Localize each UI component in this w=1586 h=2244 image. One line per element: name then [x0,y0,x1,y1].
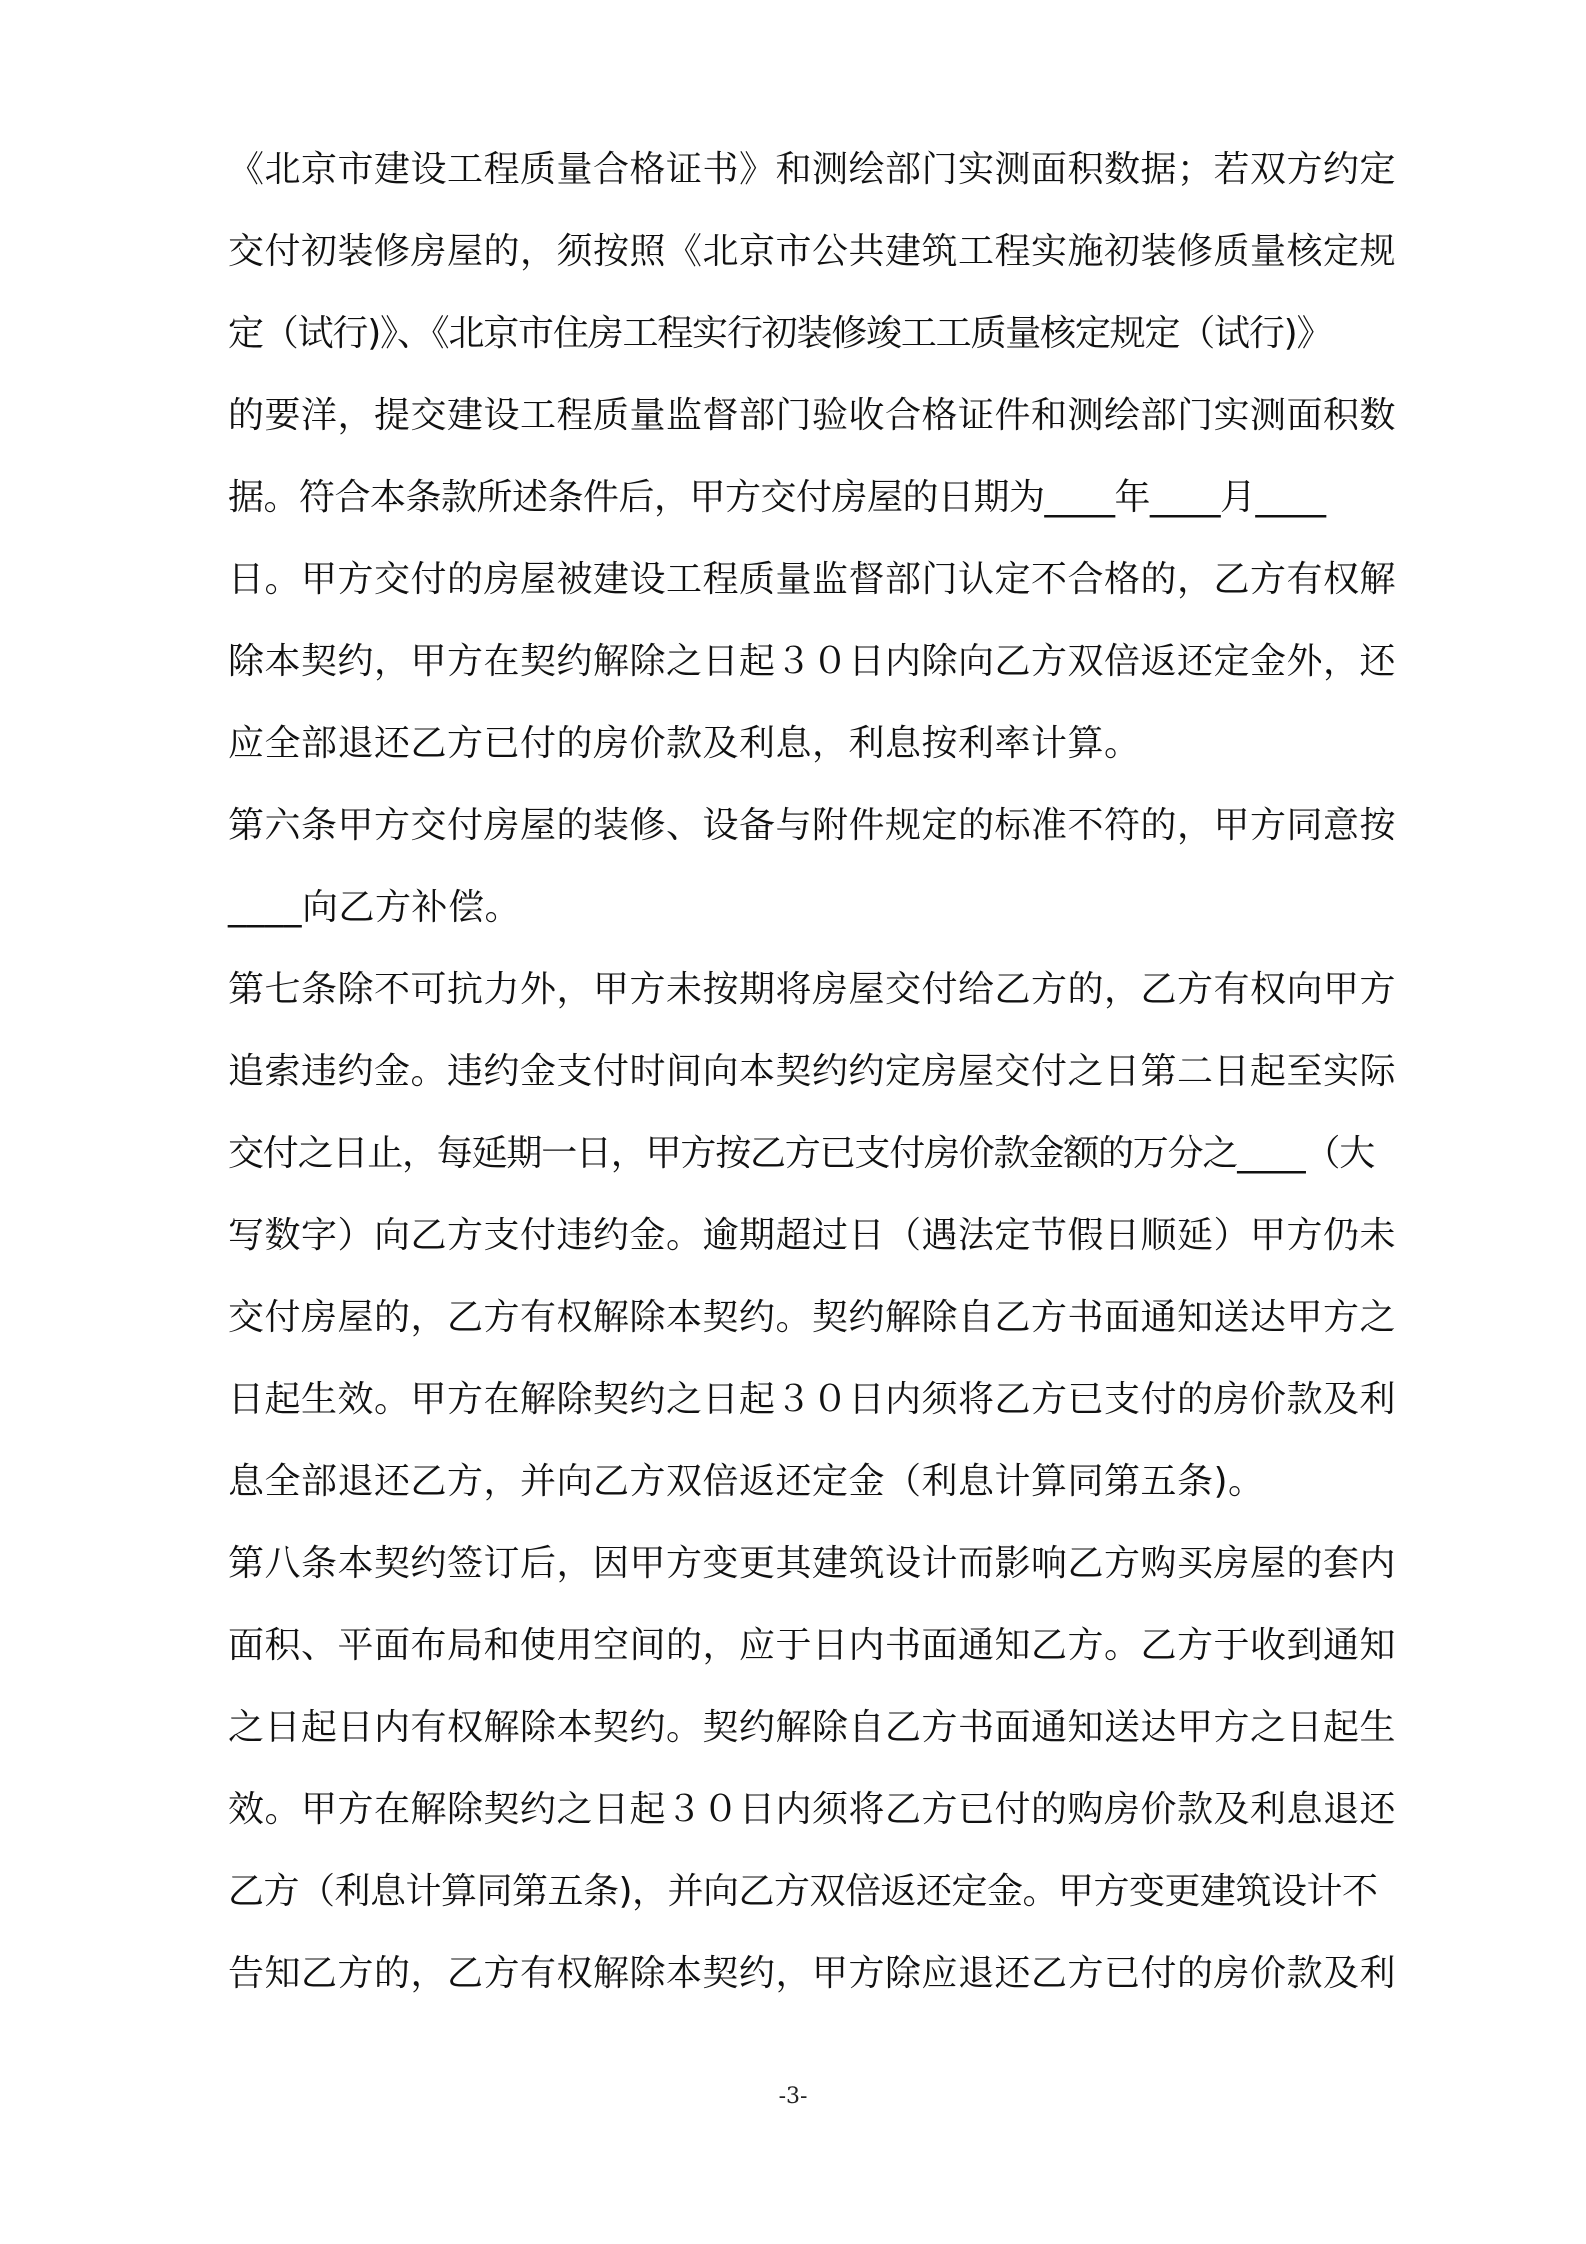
text-line-22: 乙方（利息计算同第五条)，并向乙方双倍返还定金。甲方变更建筑设计不 [228,1871,1378,1912]
text-line-20: 之日起日内有权解除本契约。契约解除自乙方书面通知送达甲方之日起生 [228,1707,1397,1748]
text-line-21: 效。甲方在解除契约之日起３０日内须将乙方已付的购房价款及利息退还 [228,1789,1397,1830]
text-line-12: 追索违约金。违约金支付时间向本契约约定房屋交付之日第二日起至实际 [228,1051,1397,1092]
text-line-5: 据。符合本条款所述条件后，甲方交付房屋的日期为____年____月____ [228,477,1326,518]
text-line-7: 除本契约，甲方在契约解除之日起３０日内除向乙方双倍返还定金外，还 [228,641,1397,682]
text-line-16: 日起生效。甲方在解除契约之日起３０日内须将乙方已支付的房价款及利 [228,1379,1397,1420]
text-line-6: 日。甲方交付的房屋被建设工程质量监督部门认定不合格的，乙方有权解 [228,559,1397,600]
text-line-4: 的要洋，提交建设工程质量监督部门验收合格证件和测绘部门实测面积数 [228,395,1397,436]
text-line-17: 息全部退还乙方，并向乙方双倍返还定金（利息计算同第五条)。 [228,1461,1265,1502]
text-line-3: 定（试行)》、《北京市住房工程实行初装修竣工工质量核定规定（试行)》 [228,313,1332,354]
text-line-19: 面积、平面布局和使用空间的，应于日内书面通知乙方。乙方于收到通知 [228,1625,1397,1666]
text-line-23: 告知乙方的，乙方有权解除本契约，甲方除应退还乙方已付的房价款及利 [228,1953,1397,1994]
text-line-10: ____向乙方补偿。 [228,887,522,928]
text-line-2: 交付初装修房屋的，须按照《北京市公共建筑工程实施初装修质量核定规 [228,231,1397,272]
text-line-9: 第六条甲方交付房屋的装修、设备与附件规定的标准不符的，甲方同意按 [228,805,1397,846]
text-line-8: 应全部退还乙方已付的房价款及利息，利息按利率计算。 [228,723,1141,764]
page-number: -3- [778,2084,808,2109]
text-line-14: 写数字）向乙方支付违约金。逾期超过日（遇法定节假日顺延）甲方仍未 [228,1215,1397,1256]
text-line-1: 《北京市建设工程质量合格证书》和测绘部门实测面积数据；若双方约定 [228,149,1397,190]
text-line-18: 第八条本契约签订后，因甲方变更其建筑设计而影响乙方购买房屋的套内 [228,1543,1397,1584]
document-body [228,150,1408,2036]
text-line-11: 第七条除不可抗力外，甲方未按期将房屋交付给乙方的，乙方有权向甲方 [228,969,1397,1010]
text-line-15: 交付房屋的，乙方有权解除本契约。契约解除自乙方书面通知送达甲方之 [228,1297,1397,1338]
text-line-13: 交付之日止，每延期一日，甲方按乙方已支付房价款金额的万分之____（大 [228,1133,1375,1174]
